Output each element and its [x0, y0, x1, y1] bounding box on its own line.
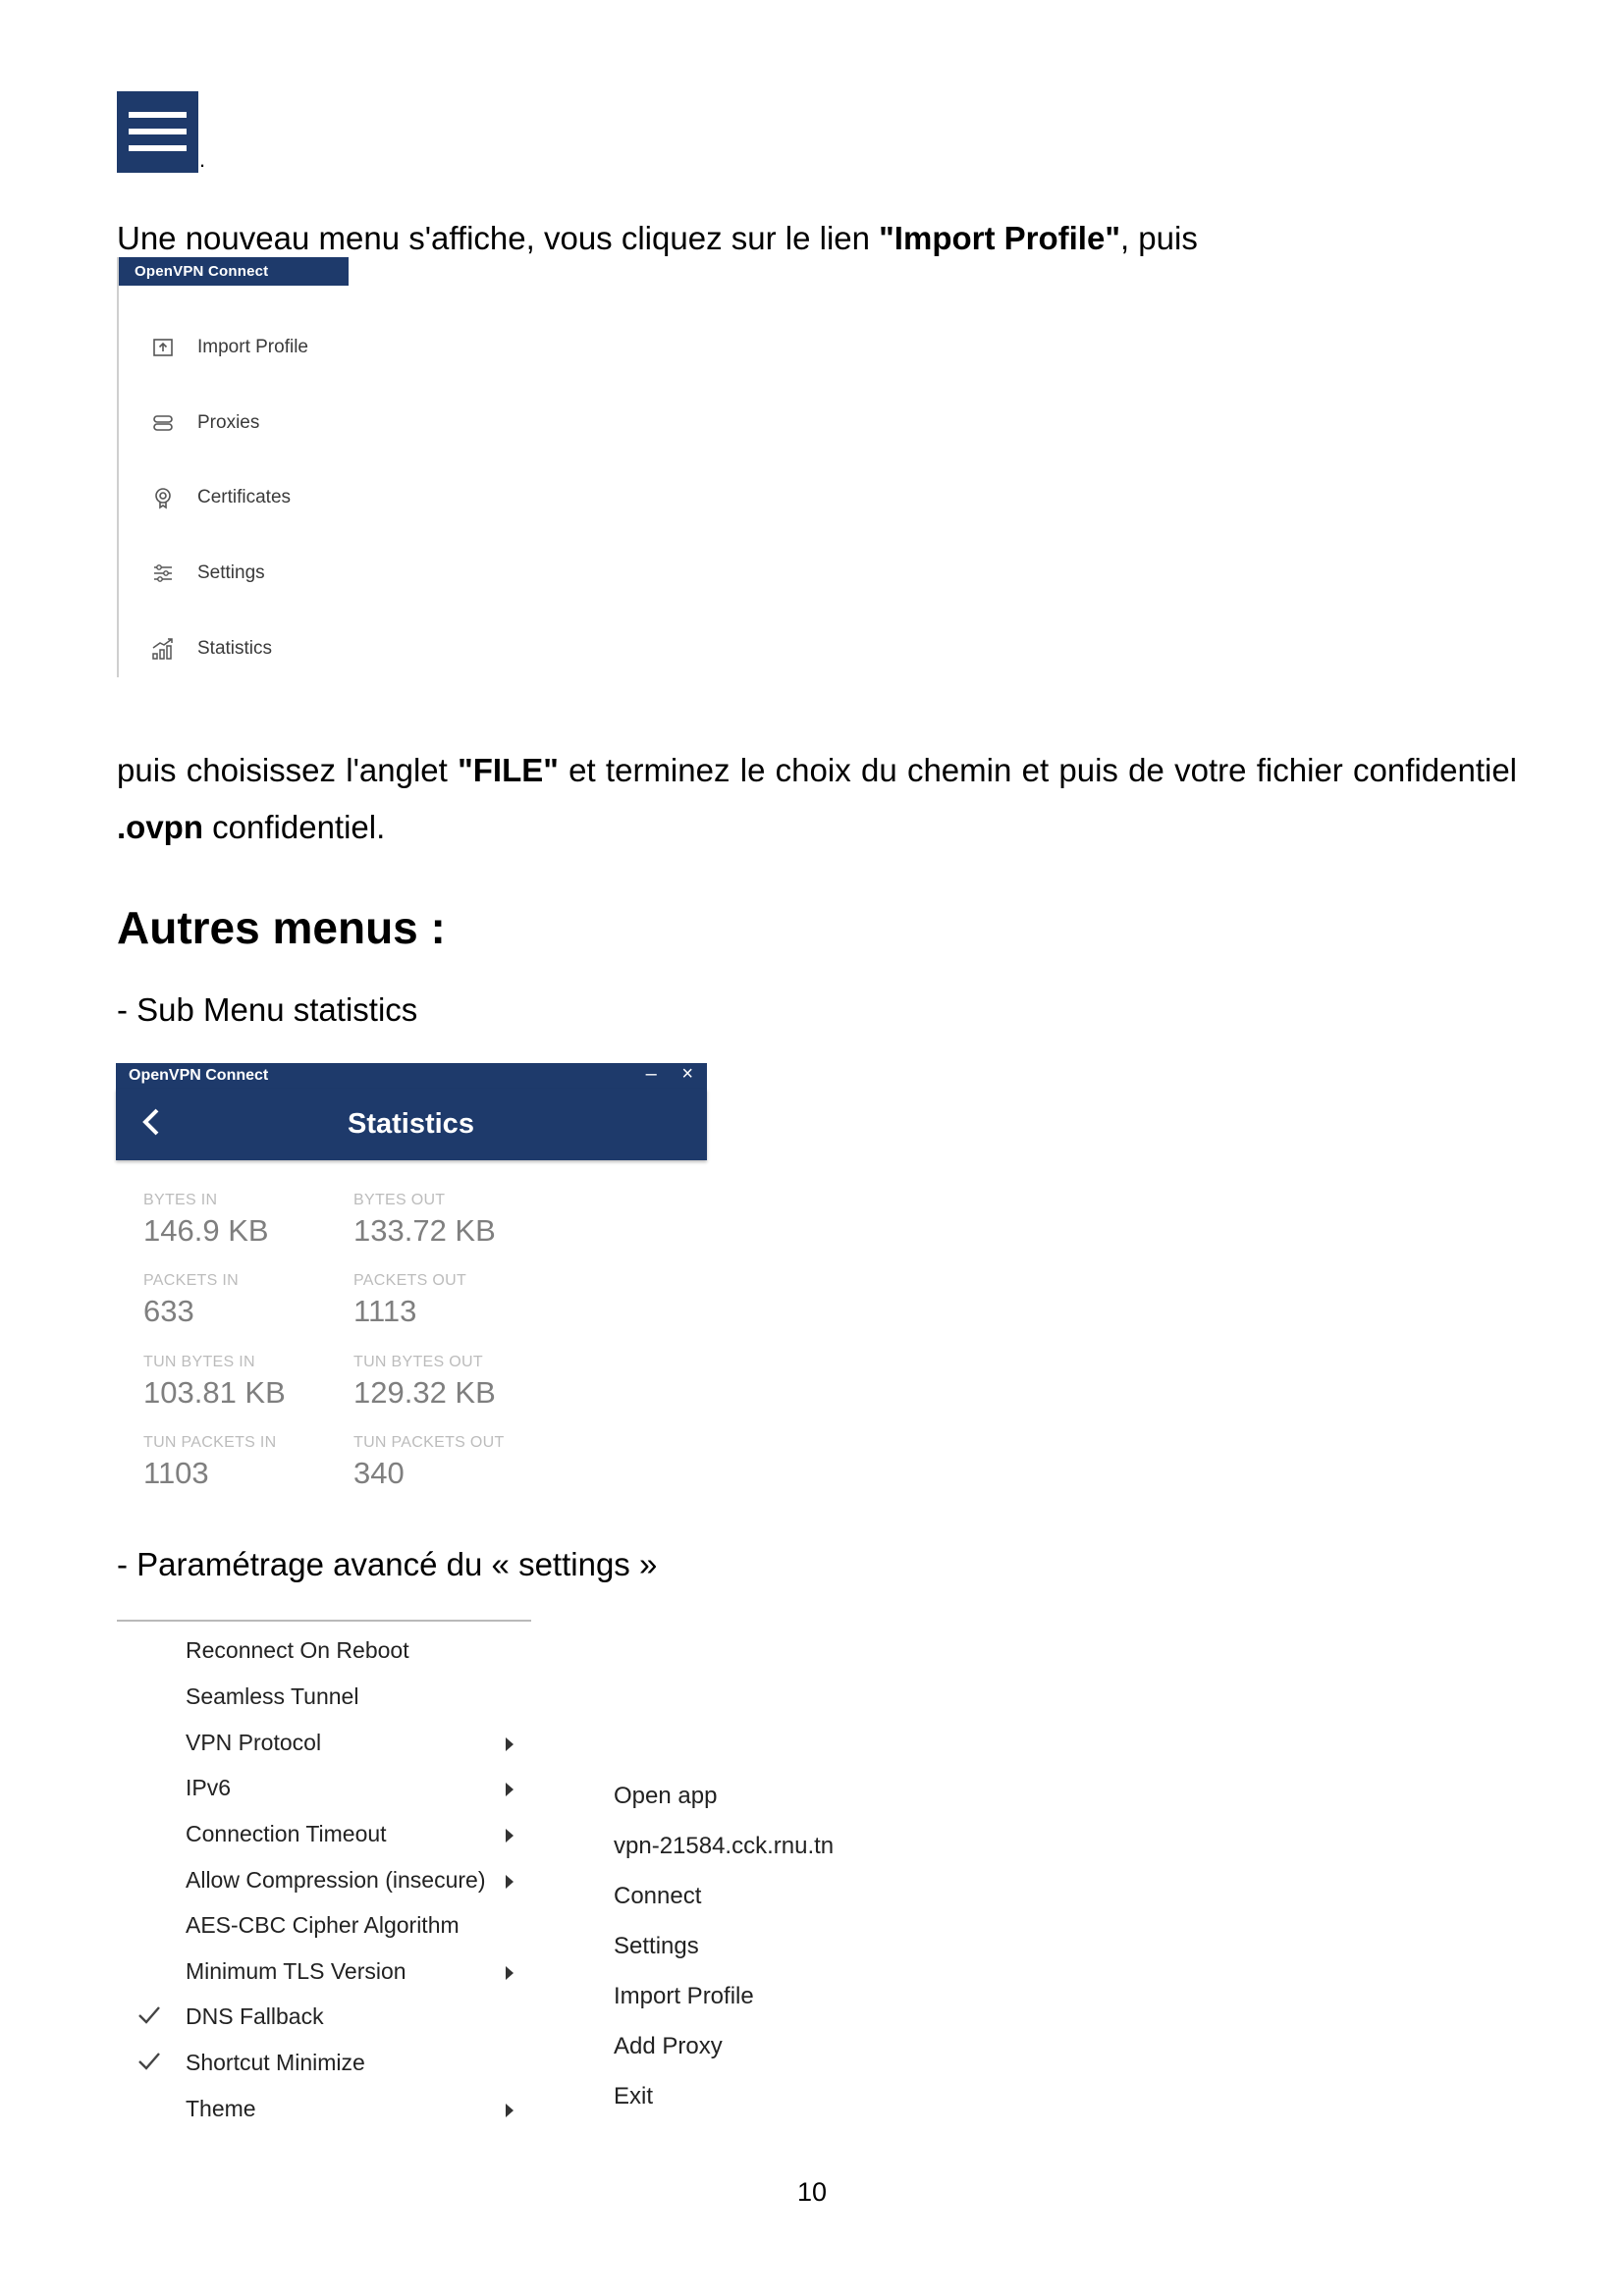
sub-menu-caption: - Sub Menu statistics: [117, 991, 418, 1028]
stat-value: 103.81 KB: [143, 1375, 286, 1410]
stat-packets-in: [143, 1272, 350, 1329]
menu-item-dns-fallback[interactable]: [117, 1998, 531, 2037]
tray-item-import-profile[interactable]: Import Profile: [614, 1983, 754, 2009]
window-title: OpenVPN Connect: [129, 1067, 269, 1084]
stat-label: BYTES OUT: [353, 1192, 446, 1208]
menu-item-label: VPN Protocol: [186, 1730, 322, 1755]
proxies-icon: [148, 408, 178, 438]
stat-tun-bytes-out: [353, 1354, 560, 1411]
stat-label: PACKETS IN: [143, 1272, 239, 1289]
submenu-arrow-icon: [506, 1829, 514, 1842]
statistics-icon: [148, 634, 178, 664]
stat-label: TUN PACKETS IN: [143, 1434, 277, 1451]
menu-item-connection-timeout[interactable]: [117, 1815, 531, 1854]
menu-item-import-profile[interactable]: [119, 328, 351, 367]
menu-item-label: Connection Timeout: [186, 1821, 387, 1846]
intro-bold: "Import Profile": [879, 220, 1120, 256]
menu-item-allow-compression[interactable]: [117, 1861, 531, 1900]
menu-item-label: Seamless Tunnel: [186, 1683, 359, 1709]
submenu-arrow-icon: [506, 1875, 514, 1889]
submenu-arrow-icon: [506, 1783, 514, 1796]
tray-item-exit[interactable]: Exit: [614, 2083, 654, 2109]
tray-item-profile[interactable]: vpn-21584.cck.rnu.tn: [614, 1833, 835, 1859]
statistics-screenshot: [116, 1063, 707, 1505]
stat-tun-packets-out: [353, 1434, 560, 1491]
tray-context-menu: [614, 1783, 869, 2146]
tray-item-connect[interactable]: Connect: [614, 1883, 702, 1909]
stat-tun-bytes-in: [143, 1354, 350, 1411]
menu-item-ipv6[interactable]: [117, 1769, 531, 1808]
menu-item-label: IPv6: [186, 1775, 232, 1800]
stat-value: 1103: [143, 1456, 209, 1490]
submenu-arrow-icon: [506, 2104, 514, 2117]
stat-value: 1113: [353, 1294, 417, 1328]
import-icon: [148, 333, 178, 362]
menu-item-label: Allow Compression (insecure): [186, 1867, 486, 1893]
window-titlebar: [116, 1063, 707, 1089]
menu-item-label: Settings: [197, 562, 265, 583]
settings-caption: - Paramétrage avancé du « settings »: [117, 1546, 658, 1582]
menu-item-reconnect-on-reboot[interactable]: [117, 1631, 531, 1671]
hamburger-menu-icon[interactable]: [117, 91, 198, 173]
stat-label: TUN BYTES IN: [143, 1354, 255, 1370]
menu-item-label: Proxies: [197, 412, 260, 433]
submenu-arrow-icon: [506, 1737, 514, 1751]
trailing-dot: .: [199, 147, 206, 172]
stat-label: TUN PACKETS OUT: [353, 1434, 505, 1451]
settings-sliders-icon: [148, 559, 178, 588]
stat-tun-packets-in: [143, 1434, 350, 1491]
stat-bytes-out: [353, 1192, 560, 1249]
menu-item-label: DNS Fallback: [186, 2003, 324, 2029]
back-chevron-icon[interactable]: [139, 1106, 163, 1143]
intro-text: Une nouveau menu s'affiche, vous cliquez sur le lien: [117, 220, 880, 256]
menu-item-aes-cbc-cipher[interactable]: [117, 1906, 531, 1946]
stat-value: 129.32 KB: [353, 1375, 496, 1410]
menu-item-statistics[interactable]: [119, 629, 351, 668]
statistics-title: Statistics: [348, 1108, 474, 1140]
page-number: 10: [796, 2177, 828, 2207]
stat-value: 146.9 KB: [143, 1213, 269, 1248]
certificate-icon: [148, 483, 178, 512]
tray-item-add-proxy[interactable]: Add Proxy: [614, 2033, 723, 2059]
menu-item-label: Certificates: [197, 487, 292, 507]
section-heading: Autres menus :: [117, 902, 446, 953]
window-controls[interactable]: – ×: [645, 1063, 703, 1085]
menu-item-label: Statistics: [197, 638, 273, 659]
instruction-text: puis choisissez l'anglet: [117, 752, 459, 788]
stat-label: TUN BYTES OUT: [353, 1354, 483, 1370]
menu-item-minimum-tls-version[interactable]: [117, 1952, 531, 1992]
stat-value: 340: [353, 1456, 405, 1490]
statistics-header: [116, 1089, 707, 1160]
submenu-arrow-icon: [506, 1966, 514, 1980]
checkmark-icon: [136, 2048, 162, 2073]
menu-item-label: Import Profile: [197, 337, 308, 357]
window-title: OpenVPN Connect: [119, 257, 349, 286]
menu-item-label: Reconnect On Reboot: [186, 1637, 409, 1663]
menu-item-proxies[interactable]: [119, 403, 351, 443]
instruction-text-3: confidentiel.: [203, 809, 386, 845]
stat-value: 633: [143, 1294, 194, 1328]
menu-item-seamless-tunnel[interactable]: [117, 1678, 531, 1717]
menu-item-label: Shortcut Minimize: [186, 2050, 365, 2075]
instruction-paragraph: [117, 742, 1517, 856]
instruction-text-2: et terminez le choix du chemin et puis de votre fichier confidentiel: [558, 752, 1517, 788]
openvpn-menu-screenshot: [117, 257, 349, 677]
menu-item-certificates[interactable]: [119, 478, 351, 517]
menu-item-theme[interactable]: [117, 2090, 531, 2129]
tray-item-open-app[interactable]: Open app: [614, 1783, 718, 1809]
menu-item-label: Theme: [186, 2096, 256, 2121]
menu-item-vpn-protocol[interactable]: [117, 1724, 531, 1763]
menu-divider: [117, 1620, 531, 1622]
menu-item-settings[interactable]: [119, 554, 351, 593]
settings-context-menu: [117, 1620, 531, 2140]
instruction-bold-ovpn: .ovpn: [117, 809, 203, 845]
intro-text-end: , puis: [1119, 220, 1198, 256]
stat-label: PACKETS OUT: [353, 1272, 467, 1289]
menu-item-shortcut-minimize[interactable]: [117, 2044, 531, 2083]
checkmark-icon: [136, 2002, 162, 2027]
tray-item-settings[interactable]: Settings: [614, 1933, 699, 1959]
stat-bytes-in: [143, 1192, 350, 1249]
stat-label: BYTES IN: [143, 1192, 218, 1208]
menu-item-label: Minimum TLS Version: [186, 1958, 406, 1984]
instruction-bold-file: "FILE": [458, 752, 559, 788]
stat-value: 133.72 KB: [353, 1213, 496, 1248]
stat-packets-out: [353, 1272, 560, 1329]
menu-item-label: AES-CBC Cipher Algorithm: [186, 1912, 460, 1938]
